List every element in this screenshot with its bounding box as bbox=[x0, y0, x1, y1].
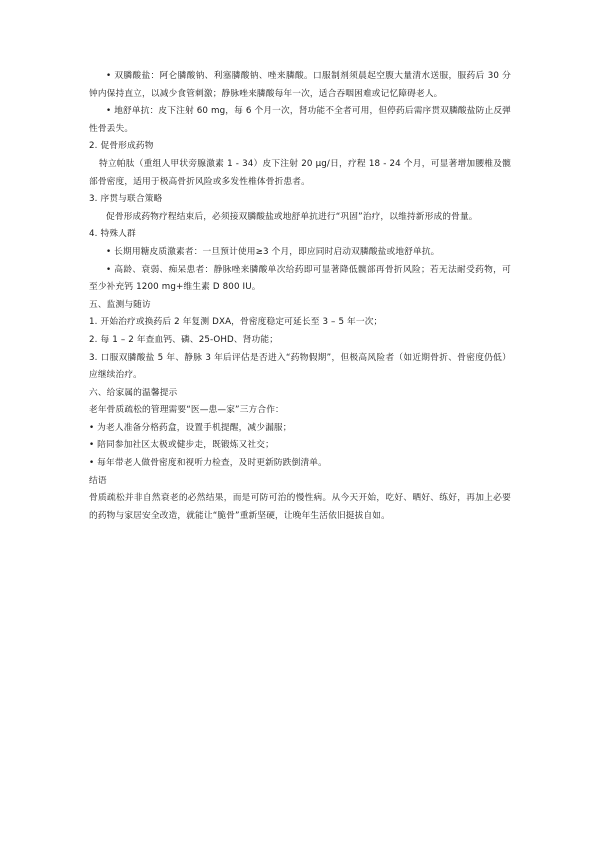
list-item-labs: 2. 每 1 – 2 年查血钙、磷、25-OHD、肾功能； bbox=[89, 334, 279, 345]
heading-family-tips: 六、给家属的温馨提示 bbox=[89, 387, 178, 398]
heading-conclusion: 结语 bbox=[89, 475, 107, 486]
heading-promote-bone-formation: 2. 促骨形成药物 bbox=[89, 141, 154, 152]
document-body bbox=[89, 68, 511, 525]
paragraph-teriparatide: 特立帕肽（重组人甲状旁腺激素 1 - 34）皮下注射 20 μg/日，疗程 18 - 24 个月，可显著增加腰椎及髋部骨密度，适用于极高骨折风险或多发性椎体骨折患者。 bbox=[89, 158, 511, 187]
list-item-dxa: 1. 开始治疗或换药后 2 年复测 DXA，骨密度稳定可延长至 3 – 5 年一次； bbox=[89, 317, 383, 328]
paragraph-glucocorticoid-users: • 长期用糖皮质激素者：一旦预计使用≥3 个月，即应同时启动双膦酸盐或地舒单抗。 bbox=[106, 246, 440, 257]
paragraph-family-intro: 老年骨质疏松的管理需要“医—患—家”三方合作： bbox=[89, 405, 284, 416]
paragraph-bisphosphonates: • 双膦酸盐：阿仑膦酸钠、利塞膦酸钠、唑来膦酸。口服制剂须晨起空腹大量清水送服，服药后 30 分钟内保持直立，以减少食管刺激；静脉唑来膦酸每年一次，适合吞咽困难或记忆障碍老人。 bbox=[89, 71, 511, 99]
heading-monitoring-followup: 五、监测与随访 bbox=[89, 299, 151, 310]
paragraph-denosumab: • 地舒单抗：皮下注射 60 mg，每 6 个月一次，肾功能不全者可用，但停药后需序贯双膦酸盐防止反弹性骨丢失。 bbox=[89, 106, 511, 134]
paragraph-consolidation: 促骨形成药物疗程结束后，必须接双膦酸盐或地舒单抗进行“巩固”治疗，以维持新形成的骨量。 bbox=[106, 211, 478, 222]
heading-special-populations: 4. 特殊人群 bbox=[89, 229, 136, 240]
paragraph-conclusion: 骨质疏松并非自然衰老的必然结果，而是可防可治的慢性病。从今天开始，吃好、晒好、练好，再加上必要的药物与家居安全改造，就能让“脆骨”重新坚硬，让晚年生活依旧挺拔自如。 bbox=[89, 493, 511, 521]
list-item-drug-holiday: 3. 口服双膦酸盐 5 年、静脉 3 年后评估是否进入“药物假期”，但极高风险者（如近期骨折、骨密度仍低）应继续治疗。 bbox=[89, 352, 511, 381]
heading-sequential-strategy: 3. 序贯与联合策略 bbox=[89, 194, 163, 205]
list-item-pill-box: • 为老人准备分格药盒，设置手机提醒，减少漏服； bbox=[89, 422, 292, 433]
list-item-annual-check: • 每年带老人做骨密度和视听力检查，及时更新防跌倒清单。 bbox=[89, 458, 327, 469]
paragraph-elderly-frail: • 高龄、衰弱、痴呆患者：静脉唑来膦酸单次给药即可显著降低髋部再骨折风险；若无法耐受药物，可至少补充钙 1200 mg+维生素 D 800 IU。 bbox=[89, 264, 511, 293]
list-item-exercise: • 陪同参加社区太极或健步走，既锻炼又社交； bbox=[89, 440, 274, 451]
